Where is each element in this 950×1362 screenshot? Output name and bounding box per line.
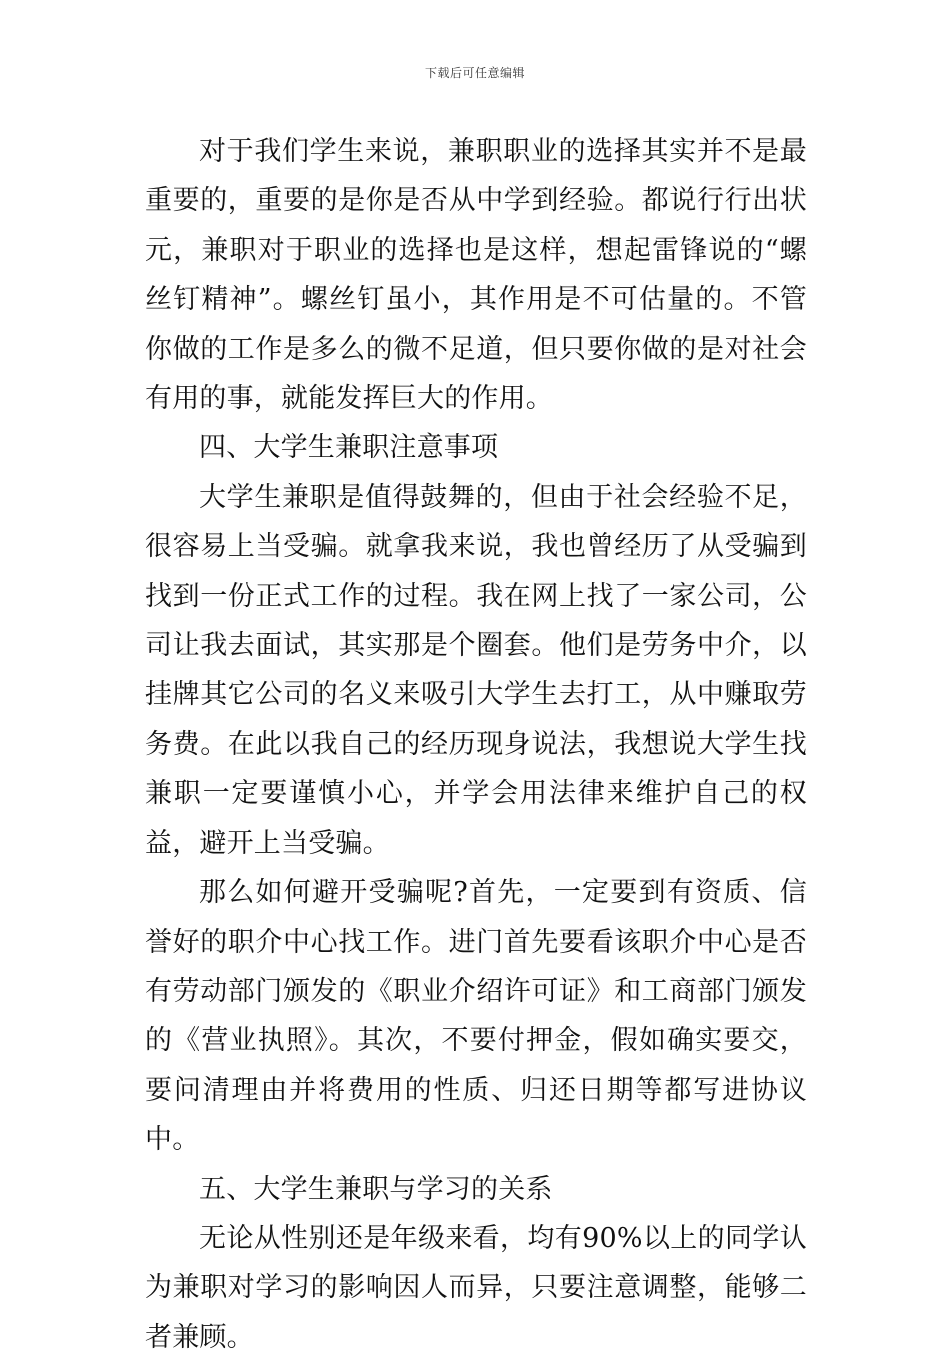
paragraph-scam-experience: 大学生兼职是值得鼓舞的，但由于社会经验不足，很容易上当受骗。就拿我来说，我也曾经历了从受骗到找到一份正式工作的过程。我在网上找了一家公司，公司让我去面试，其实那是个圈套。他们是劳务中介，以挂牌其它公司的名义来吸引大学生去打工，从中赚取劳务费。在此以我自己的经历现身说法，我想说大学生找兼职一定要谨慎小心，并学会用法律来维护自己的权益，避开上当受骗。 xyxy=(145,481,807,859)
document-body xyxy=(145,127,807,1362)
paragraph-avoid-scams: 那么如何避开受骗呢?首先，一定要到有资质、信誉好的职介中心找工作。进门首先要看该职介中心是否有劳动部门颁发的《职业介绍许可证》和工商部门颁发的《营业执照》。其次，不要付押金，假如确实要交，要问清理由并将费用的性质、归还日期等都写进协议中。 xyxy=(145,877,807,1156)
page-header: 下载后可任意编辑 xyxy=(424,66,525,80)
section-heading-study-relation: 五、大学生兼职与学习的关系 xyxy=(199,1173,553,1205)
paragraph-screw-spirit: 对于我们学生来说，兼职职业的选择其实并不是最重要的，重要的是你是否从中学到经验。都说行行出状元，兼职对于职业的选择也是这样，想起雷锋说的“螺丝钉精神”。螺丝钉虽小，其作用是不可估量的。不管你做的工作是多么的微不足道，但只要你做的是对社会有用的事，就能发挥巨大的作用。 xyxy=(145,136,807,415)
section-heading-precautions: 四、大学生兼职注意事项 xyxy=(199,432,499,464)
paragraph-study-balance: 无论从性别还是年级来看，均有90%以上的同学认为兼职对学习的影响因人而异，只要注意调整，能够二者兼顾。 xyxy=(145,1222,807,1353)
